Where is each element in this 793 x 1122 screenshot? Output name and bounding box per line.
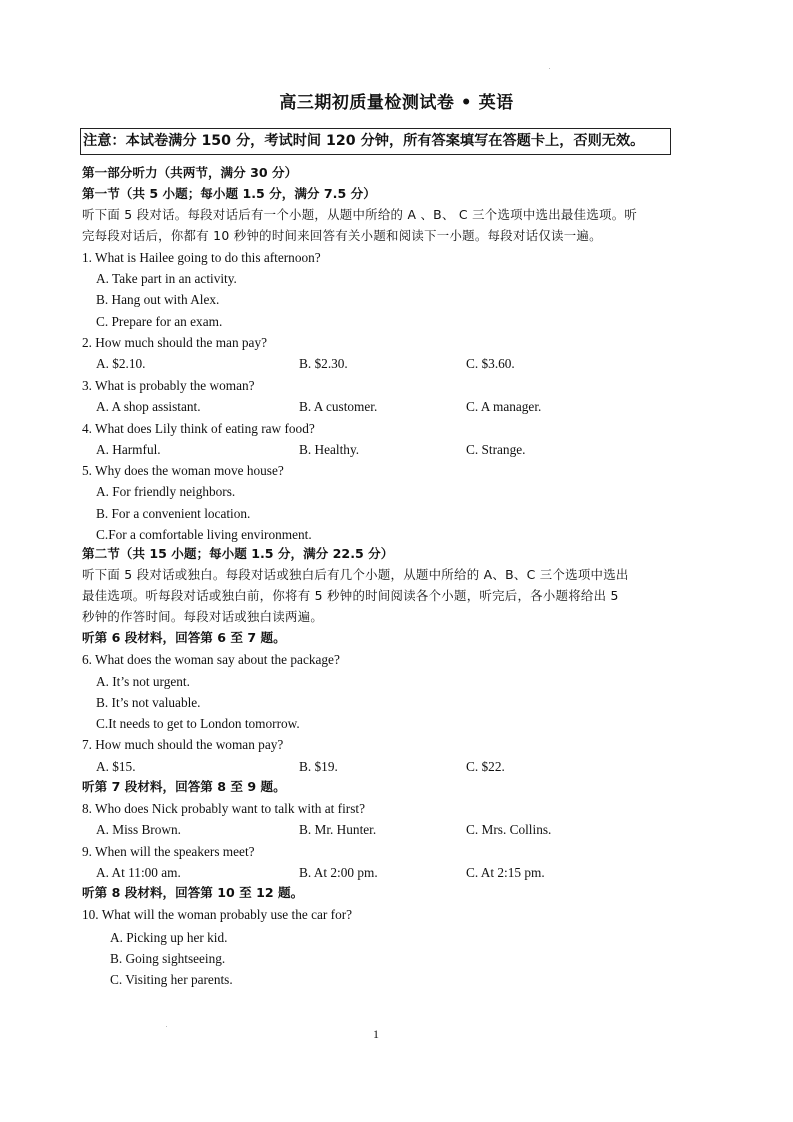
question-7-option-c: C. $22.	[466, 759, 505, 774]
section1-heading: 第一节（共 5 小题；每小题 1.5 分，满分 7.5 分）	[82, 186, 376, 201]
question-3-option-b: B. A customer.	[299, 399, 378, 414]
question-8-option-c: C. Mrs. Collins.	[466, 822, 552, 837]
question-9-option-a: A. At 11:00 am.	[96, 865, 181, 880]
question-8-option-a: A. Miss Brown.	[96, 822, 181, 837]
scan-speck	[166, 1026, 167, 1027]
question-9-option-c: C. At 2:15 pm.	[466, 865, 545, 880]
question-2-option-b: B. $2.30.	[299, 356, 348, 371]
question-4-option-a: A. Harmful.	[96, 442, 161, 457]
question-1: 1. What is Hailee going to do this afternoon?	[82, 250, 321, 265]
question-1-option-b: B. Hang out with Alex.	[96, 292, 220, 307]
question-5-option-c: C.For a comfortable living environment.	[96, 527, 312, 542]
section2-instructions-line-3: 秒钟的作答时间。每段对话或独白读两遍。	[82, 609, 324, 624]
question-10-option-a: A. Picking up her kid.	[110, 930, 228, 945]
question-10-option-c: C. Visiting her parents.	[110, 972, 233, 987]
question-3-option-c: C. A manager.	[466, 399, 542, 414]
question-6-option-c: C.It needs to get to London tomorrow.	[96, 716, 300, 731]
question-2-option-a: A. $2.10.	[96, 356, 146, 371]
question-7: 7. How much should the woman pay?	[82, 737, 284, 752]
question-6-option-b: B. It’s not valuable.	[96, 695, 201, 710]
question-2-option-c: C. $3.60.	[466, 356, 515, 371]
question-10-option-b: B. Going sightseeing.	[110, 951, 226, 966]
question-8-option-b: B. Mr. Hunter.	[299, 822, 377, 837]
question-7-option-b: B. $19.	[299, 759, 338, 774]
question-1-option-a: A. Take part in an activity.	[96, 271, 237, 286]
page-number: 1	[373, 1027, 379, 1041]
question-4-option-c: C. Strange.	[466, 442, 526, 457]
question-5-option-a: A. For friendly neighbors.	[96, 484, 236, 499]
question-2: 2. How much should the man pay?	[82, 335, 268, 350]
section2-instructions-line-1: 听下面 5 段对话或独白。每段对话或独白后有几个小题，从题中所给的 A、B、C 三个选项中选出	[82, 567, 629, 582]
question-6: 6. What does the woman say about the package?	[82, 652, 340, 667]
question-9: 9. When will the speakers meet?	[82, 844, 255, 859]
question-8: 8. Who does Nick probably want to talk with at first?	[82, 801, 365, 816]
question-9-option-b: B. At 2:00 pm.	[299, 865, 378, 880]
section2-heading: 第二节（共 15 小题；每小题 1.5 分，满分 22.5 分）	[82, 546, 394, 561]
question-6-option-a: A. It’s not urgent.	[96, 674, 190, 689]
question-7-option-a: A. $15.	[96, 759, 136, 774]
part1-heading: 第一部分听力（共两节，满分 30 分）	[82, 165, 298, 180]
page-title: 高三期初质量检测试卷 • 英语	[279, 93, 514, 113]
scan-speck	[549, 68, 550, 69]
material-7-heading: 听第 7 段材料，回答第 8 至 9 题。	[82, 779, 286, 794]
question-3-option-a: A. A shop assistant.	[96, 399, 201, 414]
question-5: 5. Why does the woman move house?	[82, 463, 284, 478]
section1-instructions-line-1: 听下面 5 段对话。每段对话后有一个小题，从题中所给的 A 、B、 C 三个选项中选出最佳选项。听	[82, 207, 638, 222]
question-1-option-c: C. Prepare for an exam.	[96, 314, 223, 329]
section2-instructions-line-2: 最佳选项。听每段对话或独白前，你将有 5 秒钟的时间阅读各个小题，听完后，各小题将给出 5	[82, 588, 619, 603]
question-10: 10. What will the woman probably use the car for?	[82, 907, 353, 922]
material-8-heading: 听第 8 段材料，回答第 10 至 12 题。	[82, 885, 304, 900]
question-4: 4. What does Lily think of eating raw food?	[82, 421, 315, 436]
section1-instructions-line-2: 完每段对话后，你都有 10 秒钟的时间来回答有关小题和阅读下一小题。每段对话仅读一遍。	[82, 228, 602, 243]
question-3: 3. What is probably the woman?	[82, 378, 255, 393]
question-5-option-b: B. For a convenient location.	[96, 506, 251, 521]
question-4-option-b: B. Healthy.	[299, 442, 360, 457]
notice-box: 注意：本试卷满分 150 分，考试时间 120 分钟，所有答案填写在答题卡上，否则无效。	[80, 128, 671, 155]
material-6-heading: 听第 6 段材料，回答第 6 至 7 题。	[82, 630, 286, 645]
